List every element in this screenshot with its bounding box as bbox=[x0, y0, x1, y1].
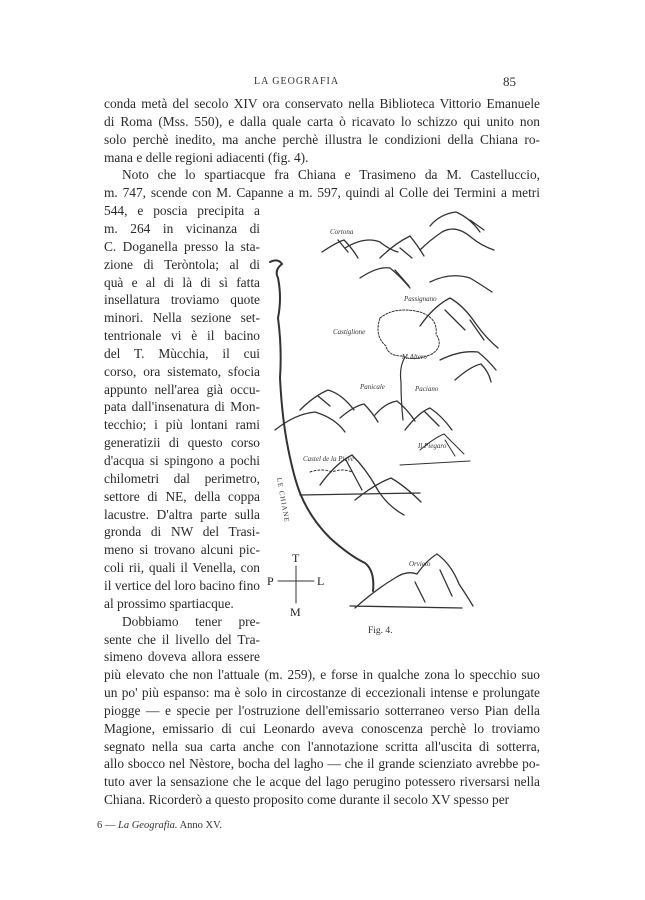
text-line: solo perchè inedito, ma anche perchè illustra le condizioni della Chiana ro- bbox=[104, 131, 540, 147]
map-label-castel-pieve: Castel de la Pieve bbox=[303, 455, 354, 463]
text-line: del T. Mùcchia, il cui bbox=[104, 345, 260, 361]
text-line: Dobbiamo tener pre- bbox=[122, 613, 260, 629]
compass-m: M bbox=[290, 605, 301, 619]
text-line: coli rii, quali il Venella, con bbox=[104, 560, 260, 576]
map-label-panicale: Panicale bbox=[360, 383, 385, 391]
river-chiana bbox=[270, 260, 373, 591]
map-label-passignano: Passignano bbox=[404, 295, 437, 303]
text-line: appunto nell'area già occu- bbox=[104, 381, 260, 397]
text-line: insellatura troviamo quote bbox=[104, 292, 260, 308]
text-line: pata dall'insenatura di Mon- bbox=[104, 399, 260, 415]
text-line: sente che il livello del Tra- bbox=[104, 631, 260, 647]
text-line: il vertice del loro bacino fino bbox=[104, 577, 260, 593]
text-line: d'acqua si spingono a pochi bbox=[104, 453, 260, 468]
compass-p: P bbox=[267, 574, 274, 588]
map-label-cortona: Cortona bbox=[330, 228, 354, 236]
text-line: più elevato che non l'attuale (m. 259), e forse in qualche zona lo specchio suo bbox=[104, 667, 540, 683]
footer-volume: Anno XV. bbox=[179, 820, 222, 831]
text-line: tentrionale vi è il bacino bbox=[104, 328, 260, 344]
text-line: generatizii di questo corso bbox=[104, 435, 260, 451]
text-line: corso, ora sistemato, sfocia bbox=[104, 363, 260, 379]
text-line: di Roma (Mss. 550), e dalla quale carta ò ricavato lo schizzo qui unito non bbox=[104, 113, 540, 129]
text-line: C. Doganella presso la sta- bbox=[104, 238, 260, 254]
lake-trasimeno bbox=[378, 310, 439, 359]
footer bbox=[97, 820, 222, 831]
text-line: un po' più espanso: ma è solo in circostanze di eccezionali intense e prolungate bbox=[104, 685, 540, 701]
map-label-castiglione: Castiglione bbox=[333, 328, 366, 336]
compass-l: L bbox=[317, 574, 325, 588]
running-title: LA GEOGRAFIA bbox=[254, 76, 340, 87]
emissary-stream bbox=[401, 357, 406, 420]
text-line: al prossimo spartiacque. bbox=[104, 595, 234, 611]
figure-caption: Fig. 4. bbox=[368, 626, 393, 636]
text-line: allo sbocco nel Nèstore, bocha del lagho — che il grande scienziato avrebbe po- bbox=[104, 756, 540, 772]
map-label-piegaro: Il Piegaro bbox=[418, 442, 447, 450]
text-line: m. 747, scende con M. Capanne a m. 597, quindi al Colle dei Termini a metri bbox=[104, 185, 540, 201]
text-line: Magione, emissario di cui Leonardo aveva conoscenza perchè lo troviamo bbox=[104, 720, 540, 736]
text-line: Noto che lo spartiacque fra Chiana e Trasimeno da M. Castelluccio, bbox=[122, 167, 540, 183]
text-line: quà e al di là di sì fatta bbox=[104, 274, 260, 290]
text-line: minori. Nella sezione set- bbox=[104, 310, 260, 326]
text-line: segnato nella sua carta anche con l'annotazione scritta all'uscita di sotterra, bbox=[104, 738, 540, 754]
text-line: zione di Teròntola; al di bbox=[104, 256, 260, 272]
footer-number: 6 — bbox=[97, 820, 116, 831]
page-number: 85 bbox=[503, 74, 516, 89]
text-line: gronda di NW del Trasi- bbox=[104, 524, 260, 540]
text-line: lacustre. D'altra parte sulla bbox=[104, 506, 260, 522]
text-line: piogge — e specie per l'ostruzione dell'emissario sotterraneo verso Pian della bbox=[104, 702, 540, 718]
text-line: Chiana. Ricorderò a questo proposito come durante il secolo XV spesso per bbox=[104, 792, 510, 808]
text-line: simeno doveva allora essere bbox=[104, 649, 260, 665]
hills bbox=[275, 212, 498, 608]
text-line: settore di NE, della coppa bbox=[104, 488, 260, 504]
text-line: meno si trovano alcuni pic- bbox=[104, 542, 260, 558]
text-line: tecchio; i più lontani rami bbox=[104, 417, 260, 433]
map-label-orvieto: Orvieto bbox=[409, 560, 431, 568]
compass-t: T bbox=[292, 551, 300, 565]
text-line: m. 264 in vicinanza di bbox=[104, 220, 260, 236]
text-line: chilometri dal perimetro, bbox=[104, 470, 260, 486]
text-line: tuto aver la sensazione che le acque del lago perugino potessero riversarsi nella bbox=[104, 774, 540, 790]
map-label-chiane: LE CHIANE bbox=[275, 476, 291, 524]
text-line: 544, e poscia precipita a bbox=[104, 203, 260, 219]
text-line: conda metà del secolo XIV ora conservato nella Biblioteca Vittorio Emanuele bbox=[104, 96, 540, 111]
text-line: mana e delle regioni adiacenti (fig. 4). bbox=[104, 149, 309, 165]
footer-journal: La Geografia. bbox=[118, 820, 178, 831]
map-label-paciano: Paciano bbox=[415, 385, 439, 393]
compass-rose bbox=[278, 566, 314, 603]
map-label-altero: M.Altero bbox=[402, 353, 427, 361]
